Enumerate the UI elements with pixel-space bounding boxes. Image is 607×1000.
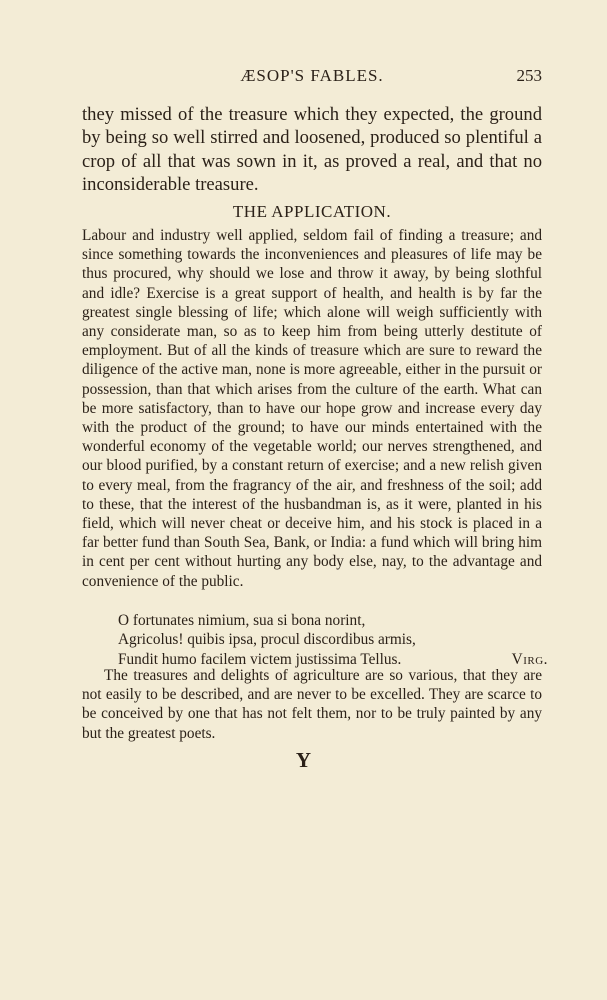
verse-line-3-text: Fundit humo facilem victem justissima Tellus. [118, 650, 402, 668]
lead-paragraph-block [82, 103, 542, 196]
application-paragraph: Labour and industry well applied, seldom fail of finding a treasure; and since something towards the inconveniences and pleasures of life may be thus procured, why should we lose and throw it away, by being slothful and idle? Exercise is a great support of health, and health is by far the greatest single blessing of life; which alone will weigh sufficiently with any considerate man, so as to keep him from being utterly destitute of employment. But of all the kinds of treasure which are sure to reward the diligence of the active man, none is more agreeable, either in the pursuit or possession, than that which arises from the culture of the earth. What can be more satisfactory, than to have our hope grow and increase every day with the product of the ground; to have our minds entertained with the wonderful economy of the vegetable world; our nerves strengthened, and our blood purified, by a constant return of exercise; and a new relish given to every meal, from the fragrancy of the air, and freshness of the soil; add to these, that the interest of the husbandman is, as it were, planted in his field, which will never cheat or deceive him, and his stock is placed in a far better fund than South Sea, Bank, or India: a fund which will bring him in cent per cent without hurting any body else, nay, to the advantage and convenience of the public. [82, 227, 542, 590]
signature-mark: Y [295, 748, 312, 772]
section-heading: THE APPLICATION. [232, 202, 392, 221]
application-block [82, 226, 542, 591]
verse-line-2: Agricolus! quibis ipsa, procul discordibus armis, [118, 631, 416, 649]
running-title: ÆSOP'S FABLES. [240, 66, 384, 85]
closing-block [82, 666, 542, 743]
verse-attribution: Virg. [511, 650, 548, 668]
verse-line-1: O fortunates nimium, sua si bona norint, [118, 612, 366, 629]
page-number: 253 [516, 66, 542, 85]
closing-paragraph: The treasures and delights of agriculture are so various, that they are not easily to be described, and are never to be excelled. They are scarce to be conceived by one that has not felt them, nor to be truly painted by any but the greatest poets. [82, 667, 542, 742]
running-head [82, 64, 542, 88]
lead-paragraph: they missed of the treasure which they expected, the ground by being so well stirred and loosened, produced so plentiful a crop of all that was sown in it, as proved a real, and that no inconsiderable treasure. [82, 104, 542, 195]
latin-verse [118, 611, 548, 669]
